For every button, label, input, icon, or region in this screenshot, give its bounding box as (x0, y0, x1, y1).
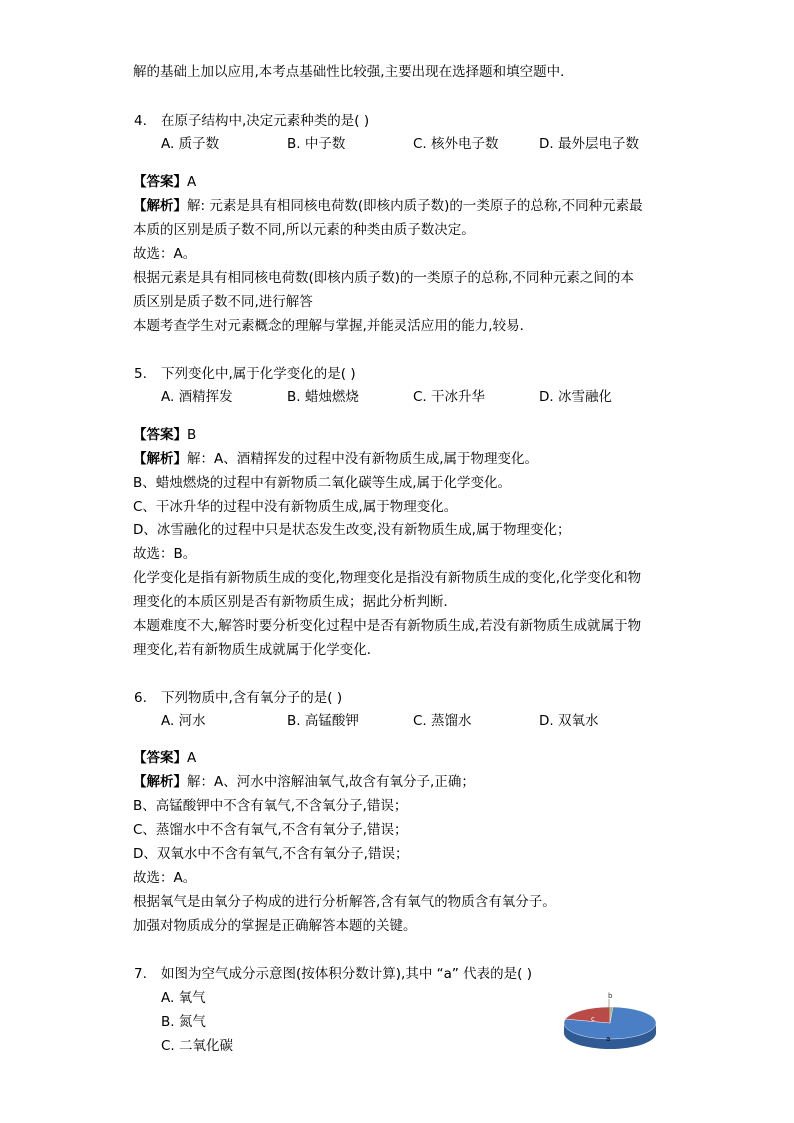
option-a: A. 河水 (161, 713, 206, 729)
analysis-line (133, 196, 643, 216)
analysis-text: B、高锰酸钾中不含有氧气,不含氧分子,错误； (133, 798, 408, 814)
option-d: D. 最外层电子数 (539, 136, 639, 152)
answer-line (133, 748, 196, 768)
option-c: C. 蒸馏水 (413, 713, 472, 729)
option-d: D. 双氧水 (539, 713, 599, 729)
analysis-text: C、干冰升华的过程中没有新物质生成,属于物理变化。 (133, 499, 458, 515)
analysis-text: 根据元素是具有相同核电荷数(即核内质子数)的一类原子的总称,不同种元素之间的本 (133, 270, 634, 286)
answer-value: B (187, 427, 197, 443)
analysis-line (133, 772, 475, 792)
analysis-text: 根据氧气是由氧分子构成的进行分析解答,含有氧气的物质含有氧分子。 (133, 894, 556, 910)
option-a: A. 质子数 (161, 136, 220, 152)
answer-tag: 【答案】 (133, 750, 187, 766)
analysis-tag: 【解析】 (133, 198, 187, 214)
air-composition-pie (560, 985, 666, 1065)
analysis-text: 解：A、酒精挥发的过程中没有新物质生成,属于物理变化。 (187, 451, 539, 467)
question-number: 6. (134, 690, 147, 706)
option-b: B. 高锰酸钾 (287, 713, 359, 729)
question-stem: 在原子结构中,决定元素种类的是( ) (161, 113, 370, 129)
label-a: a (606, 1035, 611, 1043)
answer-value: A (187, 750, 197, 766)
answer-tag: 【答案】 (133, 427, 187, 443)
analysis-text: 理变化,若有新物质生成就属于化学变化． (133, 642, 381, 658)
analysis-text: 质区别是质子数不同,进行解答 (133, 294, 313, 310)
analysis-text: B、蜡烛燃烧的过程中有新物质二氧化碳等生成,属于化学变化。 (133, 475, 512, 491)
analysis-text: 解：A、河水中溶解油氧气,故含有氧分子,正确； (187, 774, 475, 790)
label-b: b (608, 992, 613, 1000)
option-c: C. 二氧化碳 (161, 1038, 234, 1054)
question-number: 5. (134, 366, 147, 382)
analysis-text: 解: 元素是具有相同核电荷数(即核内质子数)的一类原子的总称,不同种元素最 (187, 198, 643, 214)
option-c: C. 干冰升华 (413, 389, 486, 405)
question-stem: 下列物质中,含有氧分子的是( ) (161, 690, 343, 706)
analysis-text: 加强对物质成分的掌握是正确解答本题的关键。 (133, 918, 417, 934)
answer-line (133, 425, 196, 445)
answer-value: A (187, 174, 197, 190)
analysis-text: 本题难度不大,解答时要分析变化过程中是否有新物质生成,若没有新物质生成就属于物 (133, 618, 642, 634)
analysis-tag: 【解析】 (133, 774, 187, 790)
answer-tag: 【答案】 (133, 174, 187, 190)
option-c: C. 核外电子数 (413, 136, 499, 152)
option-a: A. 酒精挥发 (161, 389, 233, 405)
question-number: 4. (134, 113, 147, 129)
question-number: 7. (134, 966, 147, 982)
analysis-text: 化学变化是指有新物质生成的变化,物理变化是指没有新物质生成的变化,化学变化和物 (133, 570, 642, 586)
analysis-text: C、蒸馏水中不含有氧气,不含有氧分子,错误； (133, 822, 408, 838)
option-b: B. 氮气 (161, 1014, 206, 1030)
analysis-text: D、冰雪融化的过程中只是状态发生改变,没有新物质生成,属于物理变化； (133, 522, 571, 538)
analysis-line (133, 449, 538, 469)
question-stem: 下列变化中,属于化学变化的是( ) (161, 366, 356, 382)
analysis-text: 故选：B。 (133, 546, 197, 562)
analysis-text: D、双氧水中不含有氧气,不含有氧分子,错误； (133, 846, 409, 862)
analysis-text: 理变化的本质区别是否有新物质生成；据此分析判断． (133, 594, 457, 610)
analysis-tag: 【解析】 (133, 451, 187, 467)
analysis-text: 本质的区别是质子数不同,所以元素的种类由质子数决定。 (133, 222, 475, 238)
option-d: D. 冰雪融化 (539, 389, 612, 405)
option-b: B. 蜡烛燃烧 (287, 389, 359, 405)
option-a: A. 氧气 (161, 990, 206, 1006)
label-c: c (591, 1015, 595, 1023)
question-stem: 如图为空气成分示意图(按体积分数计算),其中 “a” 代表的是( ) (161, 966, 532, 982)
analysis-text: 故选：A。 (133, 870, 197, 886)
analysis-text: 故选：A。 (133, 246, 197, 262)
option-b: B. 中子数 (287, 136, 346, 152)
intro-line: 解的基础上加以应用,本考点基础性比较强,主要出现在选择题和填空题中． (133, 64, 574, 80)
analysis-text: 本题考查学生对元素概念的理解与掌握,并能灵活应用的能力,较易． (133, 318, 534, 334)
answer-line (133, 172, 196, 192)
